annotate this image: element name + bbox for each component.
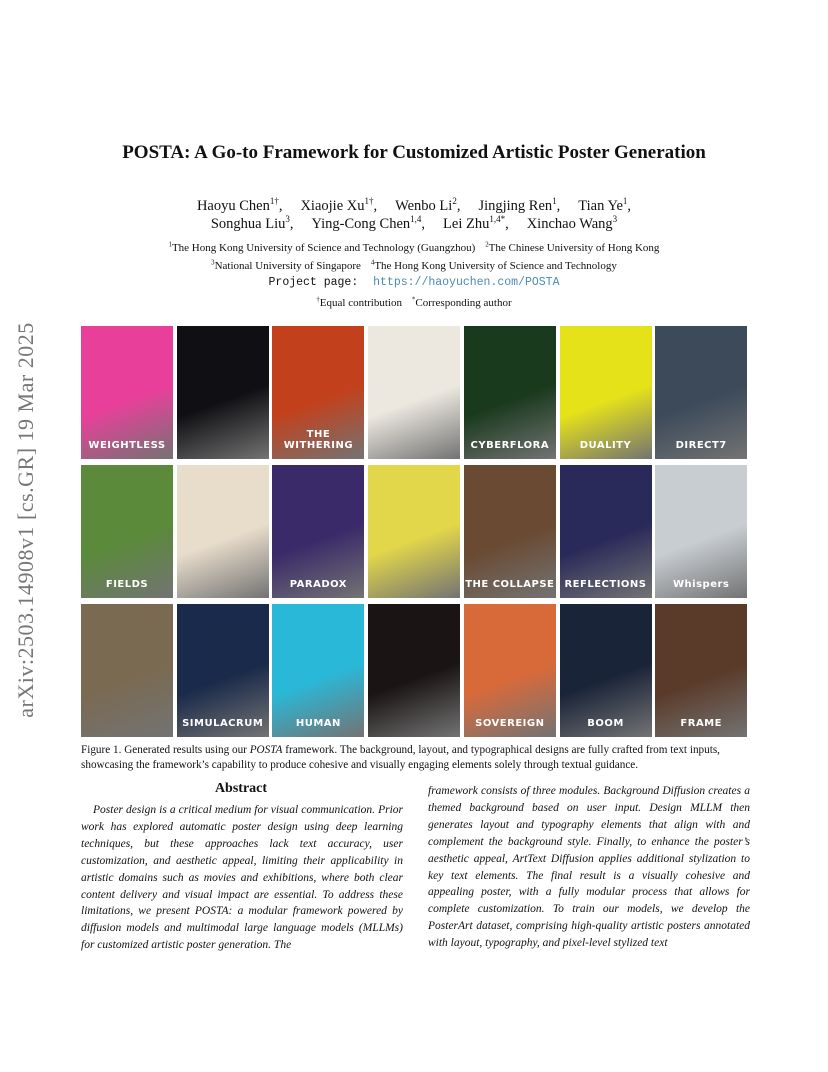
caption-framework-name: POSTA: [249, 744, 283, 756]
project-page-label: Project page:: [268, 276, 359, 289]
author-name: Wenbo Li$^2$,: [395, 196, 461, 214]
author-name: Xinchao Wang$^3$: [526, 214, 618, 232]
generated-poster: [655, 604, 747, 737]
poster-title: THE COLLAPSE: [465, 579, 555, 590]
author-separator: ,: [373, 197, 378, 214]
generated-poster: [368, 465, 460, 598]
generated-poster: [655, 465, 747, 598]
affiliations-line-2: [0, 259, 828, 272]
project-page-link[interactable]: https://haoyuchen.com/POSTA: [373, 276, 560, 289]
author-list-line-1: [0, 196, 828, 215]
generated-poster: [81, 326, 173, 459]
affiliation: [211, 260, 361, 272]
author-notes: [0, 296, 828, 309]
author-separator: ,: [556, 197, 561, 214]
poster-title: SIMULACRUM: [182, 718, 264, 729]
generated-poster: [655, 326, 747, 459]
author-list-line-2: [0, 214, 828, 233]
generated-poster: [177, 326, 269, 459]
poster-title: FRAME: [680, 718, 722, 729]
poster-title: SOVEREIGN: [475, 718, 545, 729]
generated-poster: [272, 465, 364, 598]
affiliation-text: The Chinese University of Hong Kong: [488, 241, 660, 254]
generated-poster: [272, 326, 364, 459]
author-note: [412, 297, 512, 309]
author-note: [316, 297, 402, 309]
author-separator: ,: [505, 215, 509, 232]
author-affiliation-mark: 1,4: [410, 214, 422, 224]
poster-title: FIELDS: [105, 579, 149, 590]
affiliation: [169, 242, 476, 254]
author-name: Tian Ye$^1$,: [578, 196, 632, 214]
poster-title: REFLECTIONS: [564, 579, 647, 590]
author-affiliation-mark: 1†: [269, 196, 279, 206]
author-affiliation-mark: 3: [285, 214, 290, 224]
author-name: Songhua Liu$^3$,: [210, 214, 294, 232]
author-separator: ,: [456, 197, 461, 214]
author-affiliation-mark: 1: [622, 196, 628, 206]
poster-grid-figure: [81, 326, 747, 737]
poster-title: HUMAN: [295, 718, 341, 729]
author-separator: ,: [627, 197, 632, 214]
affiliations-line-1: [0, 241, 828, 254]
poster-title: Whispers: [673, 579, 730, 590]
affiliation-text: The Hong Kong University of Science and Technology: [374, 259, 617, 272]
project-page: [0, 276, 828, 289]
footnote-mark: 4: [370, 259, 375, 266]
generated-poster: [177, 604, 269, 737]
poster-title: BOOM: [587, 718, 624, 729]
affiliation-text: The Hong Kong University of Science and Technology (Guangzhou): [171, 241, 476, 254]
abstract-heading: Abstract: [214, 781, 268, 796]
caption-text-end: framework. The background, layout, and typographical designs are fully crafted from text inputs, showcasing the framework’s capability to produce cohesive and visually engaging elements solely through textual guidance.: [81, 744, 720, 771]
caption-text-start: Figure 1. Generated results using our: [81, 744, 250, 756]
poster-title: DUALITY: [579, 440, 632, 451]
footnote-mark: *: [411, 296, 416, 303]
poster-title: CYBERFLORA: [470, 440, 550, 451]
footnote-mark: 2: [485, 241, 489, 248]
affiliation: [371, 260, 617, 272]
footnote-mark: †: [316, 296, 320, 303]
author-name: Haoyu Chen$^{1\dagger}$,: [196, 196, 283, 214]
affiliation-text: National University of Singapore: [214, 259, 361, 272]
author-name: Jingjing Ren$^1$,: [478, 196, 561, 214]
generated-poster: [464, 465, 556, 598]
author-separator: ,: [278, 197, 283, 214]
affiliation: [485, 242, 659, 254]
generated-poster: [560, 326, 652, 459]
author-affiliation-mark: 1,4*: [489, 214, 506, 224]
generated-poster: [272, 604, 364, 737]
generated-poster: [368, 604, 460, 737]
author-affiliation-mark: 1: [552, 196, 557, 206]
footnote-mark: 1: [168, 241, 172, 248]
generated-poster: [81, 604, 173, 737]
author-name: Xiaojie $Xu^{1\dagger}$,: [300, 196, 378, 214]
poster-title: THE WITHERING: [283, 429, 354, 451]
generated-poster: [368, 326, 460, 459]
poster-title: PARADOX: [289, 579, 348, 590]
generated-poster: [560, 604, 652, 737]
generated-poster: [81, 465, 173, 598]
author-separator: ,: [421, 215, 426, 232]
generated-poster: [177, 465, 269, 598]
abstract-text-left-column: Poster design is a critical medium for visual communication. Prior work has explored automatic poster design using deep learning techniques, but these approaches lack text accuracy, user customization, and aesthetic appeal, limiting their applicability in artistic domains such as movies and exhibitions, where both clear content delivery and visual impact are essential. To address these limitations, we present POSTA: a modular framework powered by diffusion models and multimodal large language models (MLLMs) for customized artistic poster generation. The: [81, 804, 403, 952]
author-name: Lei Zhu$^{1,4*}$,: [443, 214, 509, 232]
paper-title: POSTA: A Go-to Framework for Customized Artistic Poster Generation: [122, 142, 706, 163]
author-separator: ,: [289, 215, 294, 232]
generated-poster: [464, 604, 556, 737]
abstract-text-right-column: framework consists of three modules. Background Diffusion creates a themed background based on user input. Design MLLM then generates layout and typography elements that align with and complement the background style. Finally, to enhance the poster’s aesthetic appeal, ArtText Diffusion applies additional stylization to key text elements. The final result is a visually cohesive and appealing poster, with a fully modular process that allows for complete customization. To train our models, we develop the PosterArt dataset, comprising high-quality artistic posters annotated with layout, typography, and pixel-level stylized text: [428, 785, 750, 950]
generated-poster: [560, 465, 652, 598]
poster-title: WEIGHTLESS: [88, 440, 166, 451]
author-name: Ying-Cong Chen$^{1,4}$,: [311, 214, 426, 232]
poster-title: DIRECT7: [675, 440, 727, 451]
footnote-mark: 3: [211, 259, 215, 266]
figure-caption: [81, 743, 751, 773]
author-affiliation-mark: 2: [452, 196, 457, 206]
author-affiliation-mark: 1†: [364, 196, 374, 206]
author-affiliation-mark: 3: [612, 214, 618, 224]
author-note-text: Equal contribution: [319, 296, 402, 309]
generated-poster: [464, 326, 556, 459]
author-note-text: Corresponding author: [415, 296, 512, 309]
